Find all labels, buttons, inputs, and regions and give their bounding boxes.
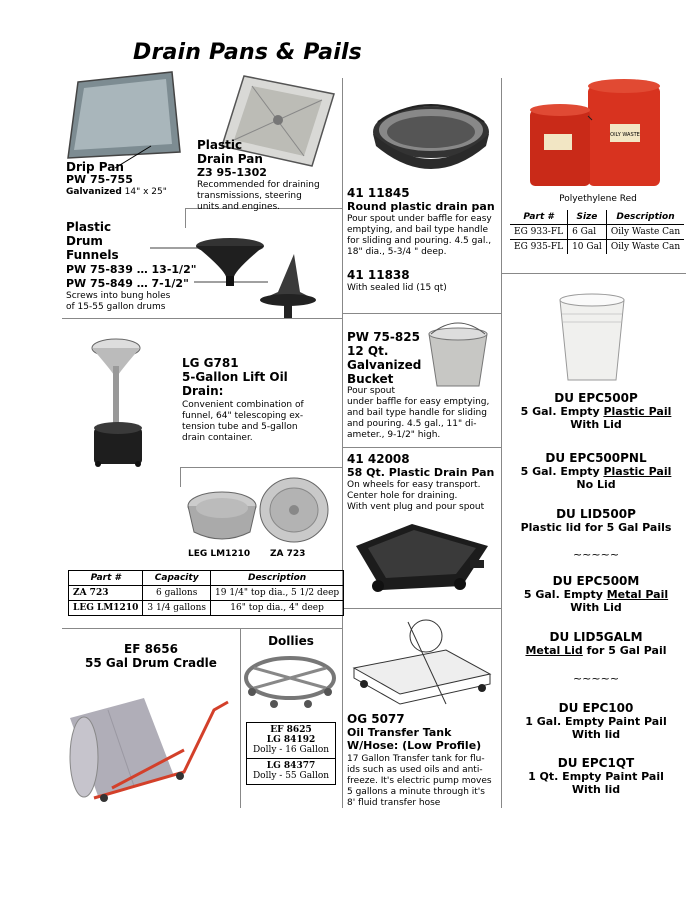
table-header-row xyxy=(510,210,684,225)
desc-line: Center hole for draining. xyxy=(347,491,458,501)
drip-pan-desc xyxy=(66,187,167,198)
desc-line: 8' fluid transfer hose xyxy=(347,798,441,808)
round-pan-name: Round plastic drain pan xyxy=(347,200,495,213)
pan-za723-image xyxy=(258,476,330,544)
desc-line: units and engines. xyxy=(197,202,281,212)
pail-item-6 xyxy=(506,702,686,741)
pail-desc2: With lid xyxy=(571,783,621,796)
pail-desc-underlined: Metal Pail xyxy=(606,588,669,601)
pail-code: DU EPC500M xyxy=(552,574,640,588)
desc-line: and pouring. 4.5 gal., 11" di- xyxy=(347,419,477,429)
pail-item-3 xyxy=(506,508,686,534)
table-cell: 10 Gal xyxy=(568,240,607,255)
lift-drain-desc xyxy=(182,400,304,444)
desc-line: funnel, 64" telescoping ex- xyxy=(182,411,304,421)
table-row xyxy=(69,601,344,616)
pan-label2: ZA 723 xyxy=(270,549,306,559)
pail-desc2: With Lid xyxy=(570,601,622,614)
plastic-drain-pan-code: Z3 95-1302 xyxy=(197,166,267,179)
lift-drain-name2: Drain: xyxy=(182,384,224,398)
round-pan-desc xyxy=(347,214,492,258)
pan-lm1210-image xyxy=(186,488,258,546)
pail-desc2: With Lid xyxy=(570,418,622,431)
waste-can-caption: Polyethylene Red xyxy=(559,194,637,204)
table-cell: Oily Waste Can xyxy=(606,240,684,255)
page-title: Drain Pans & Pails xyxy=(133,40,362,65)
divider xyxy=(185,208,186,228)
pail-code: DU EPC500P xyxy=(554,391,638,405)
cradle-code: EF 8656 xyxy=(124,642,178,656)
table-cell: 16" top dia., 4" deep xyxy=(211,601,344,616)
desc-line: freeze. It's electric pump moves xyxy=(347,776,492,786)
divider xyxy=(342,447,501,448)
pail-desc: 1 Qt. Empty Paint Pail xyxy=(528,770,664,783)
transfer-code: OG 5077 xyxy=(347,712,405,726)
plastic-pail-image xyxy=(556,292,628,384)
pail-item-7 xyxy=(506,757,686,796)
desc-line: Screws into bung holes xyxy=(66,291,171,301)
funnels-line2: PW 75-849 … 7-1/2" xyxy=(66,277,189,290)
desc-line: of 15-55 gallon drums xyxy=(66,302,166,312)
pail-desc2: No Lid xyxy=(576,478,616,491)
table-header: Part # xyxy=(69,571,143,586)
pan58-name: 58 Qt. Plastic Drain Pan xyxy=(347,466,495,479)
waste-can-table xyxy=(510,210,684,254)
pail-desc: Plastic lid for 5 Gal Pails xyxy=(520,521,672,534)
desc-line: Convenient combination of xyxy=(182,400,304,410)
desc-line: 17 Gallon Transfer tank for flu- xyxy=(347,754,485,764)
separator: ~~~~~ xyxy=(572,548,620,561)
lift-drain-name1: 5-Gallon Lift Oil xyxy=(182,370,288,384)
desc-line: Pour spout xyxy=(347,386,396,396)
waste-can-image xyxy=(524,76,668,190)
round-pan-code2: 41 11838 xyxy=(347,268,410,282)
transfer-desc xyxy=(347,754,492,809)
pail-desc: for 5 Gal Pail xyxy=(582,644,667,657)
desc-line: tension tube and 5-gallon xyxy=(182,422,298,432)
divider-right xyxy=(501,78,502,808)
divider-center xyxy=(342,78,343,808)
drip-pan-desc-bold: Galvanized xyxy=(66,187,122,197)
desc-line: 18" dia., 5-3/4 " deep. xyxy=(347,247,447,257)
drip-pan-code: PW 75-755 xyxy=(66,173,133,186)
desc-line: On wheels for easy transport. xyxy=(347,480,481,490)
divider xyxy=(240,628,241,808)
pail-desc-underlined: Plastic Pail xyxy=(603,465,672,478)
desc-line: Recommended for draining xyxy=(197,180,320,190)
bucket-name3: Bucket xyxy=(347,372,394,386)
transfer-name2: W/Hose: (Low Profile) xyxy=(347,739,482,752)
cradle-name: 55 Gal Drum Cradle xyxy=(85,656,217,670)
desc-line: With vent plug and pour spout xyxy=(347,502,485,512)
dollies-box xyxy=(246,722,336,785)
desc-line: drain container. xyxy=(182,433,253,443)
pail-item-2 xyxy=(506,452,686,491)
divider xyxy=(180,467,342,468)
table-header: Part # xyxy=(510,210,568,225)
desc-line: 5 gallons a minute through it's xyxy=(347,787,485,797)
table-header: Size xyxy=(568,210,607,225)
divider xyxy=(180,467,181,487)
transfer-tank-image xyxy=(350,614,498,714)
pail-code: DU EPC100 xyxy=(558,701,634,715)
dollies-title: Dollies xyxy=(268,634,314,648)
bucket-image xyxy=(425,320,491,390)
pan58-desc xyxy=(347,480,484,513)
plastic-drain-pan-name2: Drain Pan xyxy=(197,152,263,166)
dolly-code: LG 84192 xyxy=(266,735,316,745)
drip-pan-name: Drip Pan xyxy=(66,160,124,174)
table-cell: ZA 723 xyxy=(69,586,143,601)
desc-line: Pour spout under baffle for easy xyxy=(347,214,492,224)
bucket-desc xyxy=(347,386,489,441)
table-cell: 6 gallons xyxy=(143,586,211,601)
bucket-code: PW 75-825 xyxy=(347,330,420,344)
desc-line: ids such as used oils and anti- xyxy=(347,765,483,775)
pail-desc-underlined: Metal Lid xyxy=(525,644,583,657)
drip-pan-desc-text: 14" x 25" xyxy=(121,187,167,197)
pail-desc: 5 Gal. Empty xyxy=(520,405,604,418)
bucket-name2: Galvanized xyxy=(347,358,422,372)
pail-desc2: With lid xyxy=(571,728,621,741)
desc-line: for sliding and pouring. 4.5 gal., xyxy=(347,236,492,246)
table-cell: EG 935-FL xyxy=(510,240,568,255)
table-header: Description xyxy=(606,210,684,225)
divider xyxy=(62,628,342,629)
funnels-name2: Drum xyxy=(66,234,103,248)
table-cell: 3 1/4 gallons xyxy=(143,601,211,616)
divider xyxy=(342,313,501,314)
pail-desc: 5 Gal. Empty xyxy=(520,465,604,478)
dolly-code: EF 8625 xyxy=(270,725,312,735)
waste-can-logo-text: OILY WASTE xyxy=(610,132,640,138)
table-cell: LEG LM1210 xyxy=(69,601,143,616)
desc-line: ameter., 9-1/2" high. xyxy=(347,430,441,440)
plastic-drain-pan-name1: Plastic xyxy=(197,138,243,152)
table-header: Capacity xyxy=(143,571,211,586)
table-header-row xyxy=(69,571,344,586)
table-header: Description xyxy=(211,571,344,586)
dolly-code: LG 84377 xyxy=(247,758,335,771)
desc-line: under baffle for easy emptying, xyxy=(347,397,490,407)
pail-desc: 1 Gal. Empty Paint Pail xyxy=(525,715,667,728)
pail-desc: 5 Gal. Empty xyxy=(523,588,607,601)
pail-item-1 xyxy=(506,392,686,431)
cradle-image xyxy=(64,680,234,804)
round-pan-desc2: With sealed lid (15 qt) xyxy=(347,283,447,293)
pail-code: DU LID5GALM xyxy=(549,630,643,644)
lift-drain-code: LG G781 xyxy=(182,356,239,370)
funnels-line1: PW 75-839 … 13-1/2" xyxy=(66,263,197,276)
table-row xyxy=(69,586,344,601)
table-cell: 6 Gal xyxy=(568,225,607,240)
funnels-name1: Plastic xyxy=(66,220,112,234)
funnels-name3: Funnels xyxy=(66,248,119,262)
dolly-desc: Dolly - 16 Gallon xyxy=(252,745,330,755)
transfer-name1: Oil Transfer Tank xyxy=(347,726,452,739)
dolly-desc: Dolly - 55 Gallon xyxy=(252,771,330,781)
funnels-image xyxy=(150,228,340,320)
pail-code: DU LID500P xyxy=(556,507,636,521)
pail-code: DU EPC500PNL xyxy=(545,451,647,465)
pail-item-4 xyxy=(506,575,686,614)
table-row xyxy=(510,225,684,240)
desc-line: and bail type handle for sliding xyxy=(347,408,487,418)
dolly-image xyxy=(244,652,336,718)
desc-line: emptying, and bail type handle xyxy=(347,225,489,235)
round-pan-image xyxy=(368,92,494,184)
table-cell: EG 933-FL xyxy=(510,225,568,240)
pail-item-5 xyxy=(506,631,686,657)
table-row xyxy=(510,240,684,255)
pail-code: DU EPC1QT xyxy=(557,756,635,770)
divider xyxy=(501,273,686,274)
plastic-drain-pan-desc xyxy=(197,180,320,213)
desc-line: transmissions, steering xyxy=(197,191,302,201)
divider xyxy=(342,608,501,609)
lift-drain-image xyxy=(88,336,158,466)
bucket-name1: 12 Qt. xyxy=(347,344,389,358)
pail-desc-underlined: Plastic Pail xyxy=(603,405,672,418)
pan58-code: 41 42008 xyxy=(347,452,410,466)
pan-label1: LEG LM1210 xyxy=(188,549,251,559)
round-pan-code: 41 11845 xyxy=(347,186,410,200)
table-cell: 19 1/4" top dia., 5 1/2 deep xyxy=(211,586,344,601)
pans-table xyxy=(68,570,344,616)
separator: ~~~~~ xyxy=(572,672,620,685)
pan58-image xyxy=(352,516,492,598)
table-cell: Oily Waste Can xyxy=(606,225,684,240)
